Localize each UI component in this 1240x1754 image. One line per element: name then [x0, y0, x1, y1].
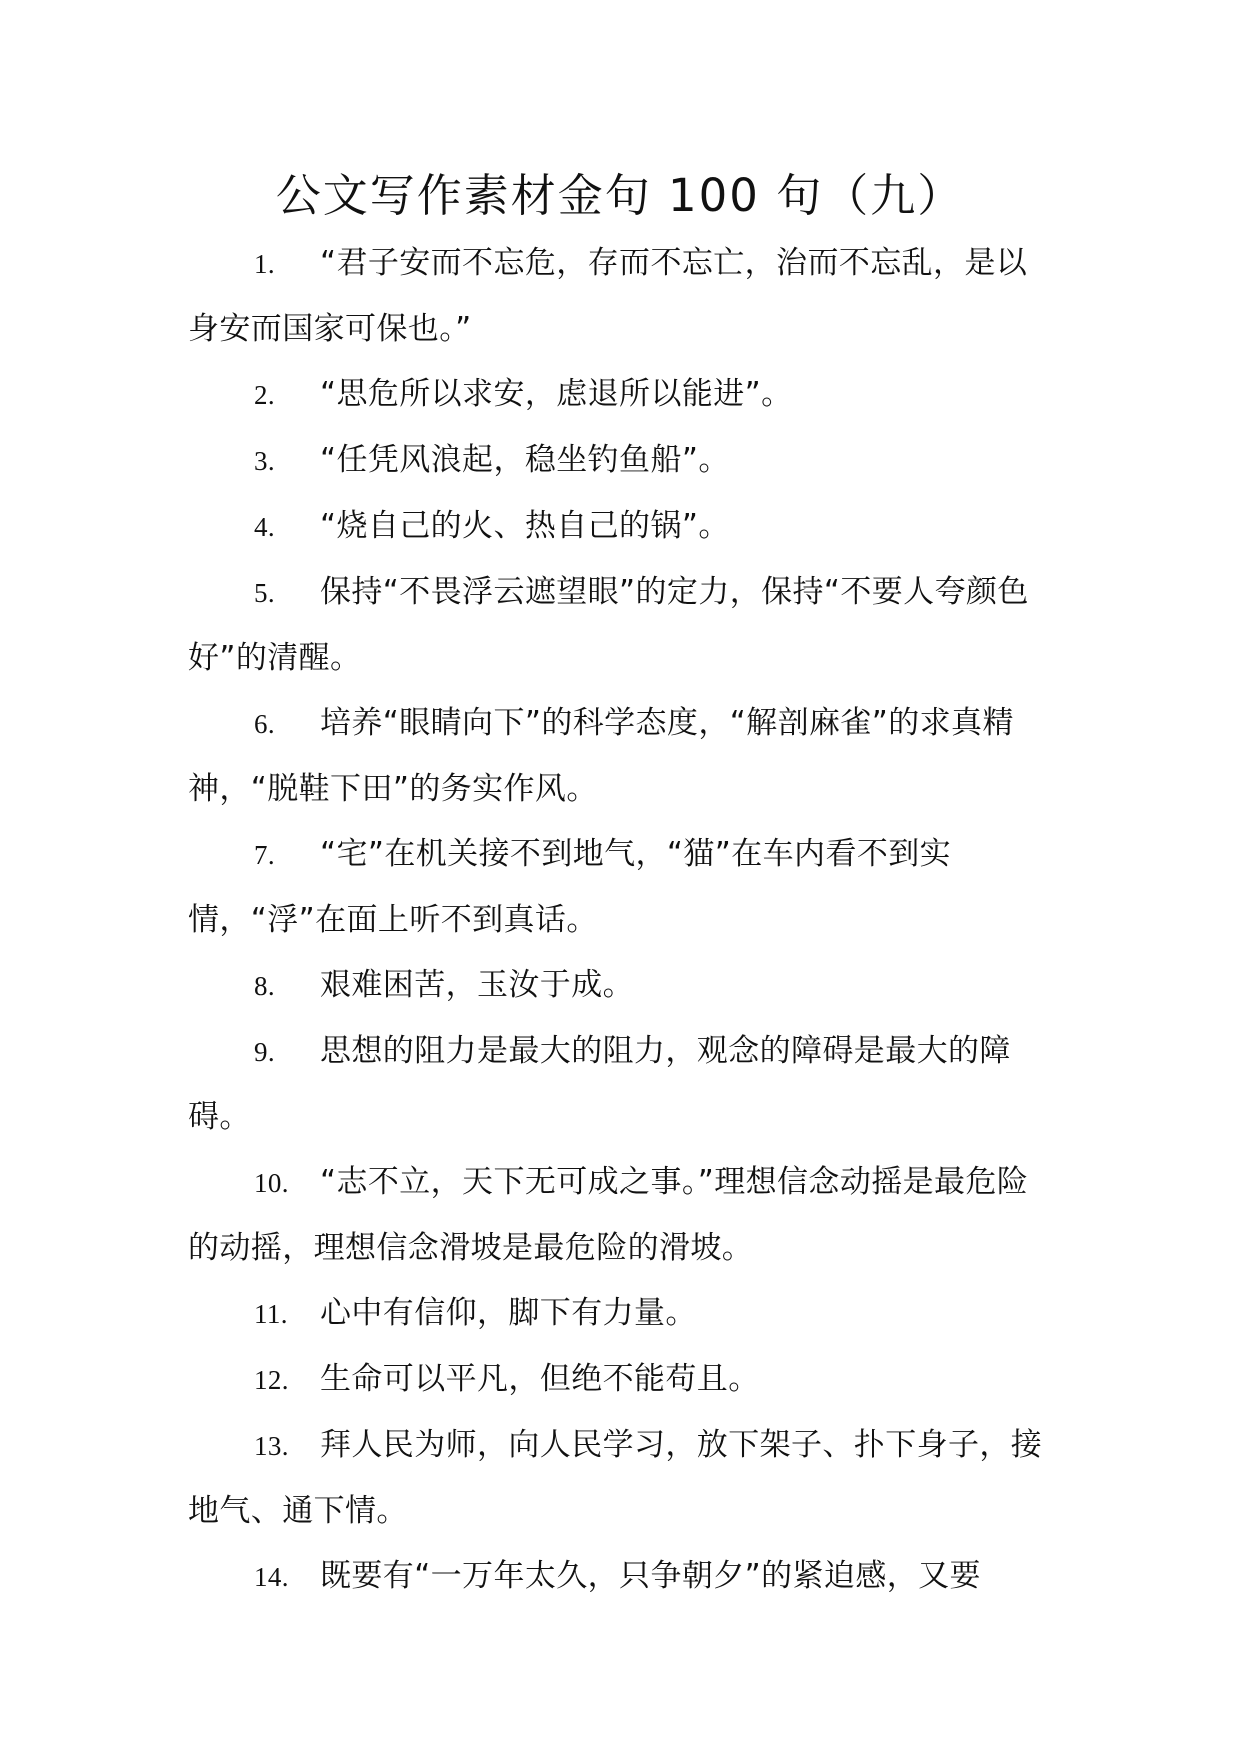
list-item — [188, 362, 1058, 428]
item-number: 1. — [254, 249, 276, 279]
item-text: “烧自己的火、热自己的锅”。 — [320, 508, 730, 544]
list-item — [188, 560, 1058, 691]
item-number: 9. — [254, 1037, 276, 1067]
list-item — [188, 953, 1058, 1019]
list-item — [188, 1544, 1058, 1610]
quote-list — [188, 231, 1058, 1610]
item-text: 既要有“一万年太久，只争朝夕”的紧迫感，又要 — [320, 1558, 981, 1594]
item-text: “宅”在机关接不到地气，“猫”在车内看不到实情，“浮”在面上听不到真话。 — [188, 836, 952, 938]
item-number: 12. — [254, 1365, 289, 1395]
item-text: “思危所以求安，虑退所以能进”。 — [320, 376, 793, 412]
item-number: 6. — [254, 709, 276, 739]
item-text: “君子安而不忘危，存而不忘亡，治而不忘乱，是以身安而国家可保也。” — [188, 245, 1028, 347]
list-item — [188, 1413, 1058, 1544]
item-text: 心中有信仰，脚下有力量。 — [320, 1295, 697, 1331]
list-item — [188, 428, 1058, 494]
item-number: 5. — [254, 578, 276, 608]
item-text: 艰难困苦，玉汝于成。 — [320, 967, 634, 1003]
item-number: 10. — [254, 1168, 289, 1198]
item-text: 思想的阻力是最大的阻力，观念的障碍是最大的障碍。 — [188, 1033, 1011, 1135]
list-item — [188, 231, 1058, 362]
item-number: 4. — [254, 512, 276, 542]
item-text: “志不立，天下无可成之事。”理想信念动摇是最危险的动摇，理想信念滑坡是最危险的滑坡。 — [188, 1164, 1029, 1266]
item-number: 3. — [254, 446, 276, 476]
list-item — [188, 691, 1058, 822]
item-number: 2. — [254, 380, 276, 410]
item-text: 培养“眼睛向下”的科学态度，“解剖麻雀”的求真精神，“脱鞋下田”的务实作风。 — [188, 705, 1014, 807]
document-title: 公文写作素材金句 100 句（九） — [275, 169, 965, 222]
list-item — [188, 1281, 1058, 1347]
item-number: 14. — [254, 1562, 289, 1592]
item-text: 生命可以平凡，但绝不能苟且。 — [320, 1361, 760, 1397]
item-number: 11. — [254, 1299, 288, 1329]
list-item — [188, 822, 1058, 953]
list-item — [188, 1019, 1058, 1150]
item-number: 13. — [254, 1431, 289, 1461]
list-item — [188, 494, 1058, 560]
list-item — [188, 1150, 1058, 1281]
item-text: 拜人民为师，向人民学习，放下架子、扑下身子，接地气、通下情。 — [188, 1427, 1043, 1529]
item-text: “任凭风浪起，稳坐钓鱼船”。 — [320, 442, 730, 478]
item-number: 8. — [254, 971, 276, 1001]
item-text: 保持“不畏浮云遮望眼”的定力，保持“不要人夸颜色好”的清醒。 — [188, 574, 1029, 676]
item-number: 7. — [254, 840, 276, 870]
list-item — [188, 1347, 1058, 1413]
